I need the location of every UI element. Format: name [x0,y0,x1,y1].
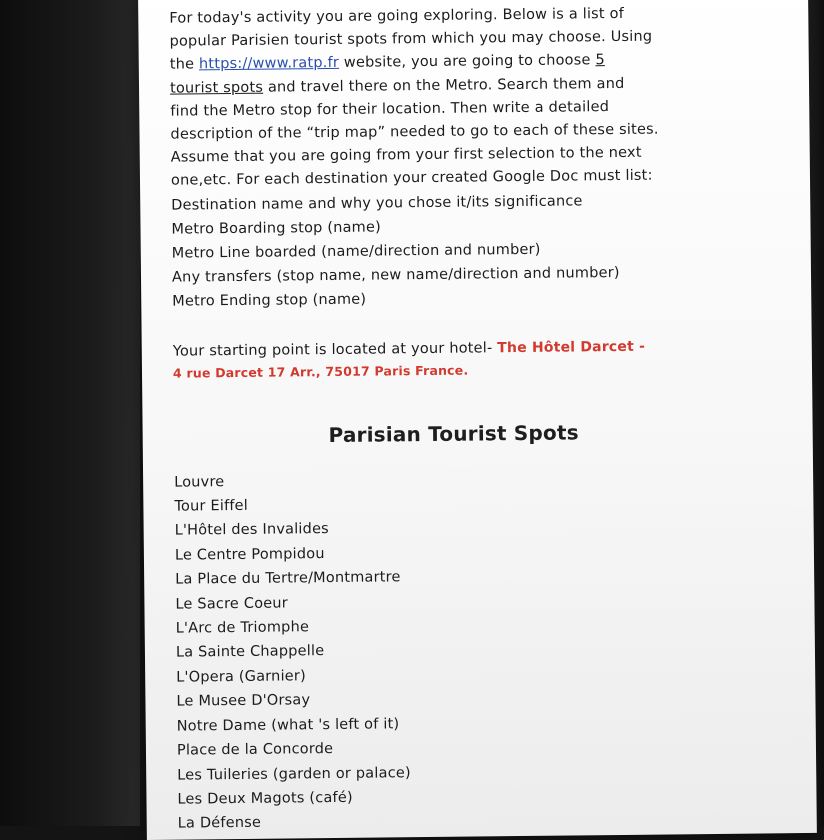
tourist-spot-item: Place de la Concorde [176,741,334,759]
requirements-list [171,187,792,313]
instructions-line: description of the “trip map” needed to go to each of these sites. [170,121,659,143]
tourist-spot-item: Les Deux Magots (café) [177,789,353,808]
requirement-item: Any transfers (stop name, new name/direction and number) [171,264,620,286]
tourist-spot-item: L'Arc de Triomphe [175,619,310,637]
starting-point-text: Your starting point is located at your hotel- [172,339,498,360]
text-fragment: the [169,56,200,74]
instructions-line: one,etc. For each destination your created Google Doc must list: [170,168,653,190]
requirement-item: Metro Ending stop (name) [172,291,367,310]
document-page [138,0,817,840]
tourist-spot-item: Le Musee D'Orsay [176,692,311,710]
tourist-spot-item: La Défense [177,815,262,832]
instructions-line: Assume that you are going from your first selection to the next [170,144,642,166]
text-fragment: and travel there on the Metro. Search them and [263,75,625,96]
tourist-spot-item: Notre Dame (what 's left of it) [176,715,400,735]
section-title: Parisian Tourist Spots [328,420,579,447]
text-fragment: website, you are going to choose [338,52,596,72]
instructions-paragraph [169,1,791,193]
instructions-line: For today's activity you are going exploring. Below is a list of [169,5,625,27]
tourist-spots-list [174,464,798,837]
hotel-name: The Hôtel Darcet - [497,338,646,356]
tourist-spot-item: Le Centre Pompidou [174,545,325,564]
device-bezel-left [0,0,140,826]
tourist-spot-item: Le Sacre Coeur [175,595,288,613]
tourist-spot-item: Les Tuileries (garden or palace) [177,764,411,784]
tourist-spot-item: L'Hôtel des Invalides [174,521,329,540]
requirement-item: Metro Line boarded (name/direction and number) [171,241,541,262]
tourist-spot-item: Louvre [174,473,225,491]
instructions-line: popular Parisien tourist spots from which you may choose. Using [169,28,653,50]
tourist-spot-item: L'Opera (Garnier) [176,668,306,686]
ratp-link[interactable]: https://www.ratp.fr [198,55,340,73]
tourist-spot-item: La Place du Tertre/Montmartre [175,569,401,588]
tourist-spot-item: Tour Eiffel [174,497,249,515]
requirement-item: Destination name and why you chose it/its significance [171,192,583,214]
underlined-phrase: tourist spots [169,79,264,97]
spot-count: 5 [595,52,605,69]
hotel-address: 4 rue Darcet 17 Arr., 75017 Paris France. [172,362,469,381]
document-content [169,1,798,836]
requirement-item: Metro Boarding stop (name) [171,219,382,238]
starting-point [173,334,793,384]
instructions-line: find the Metro stop for their location. Then write a detailed [170,98,610,120]
tourist-spot-item: La Sainte Chappelle [175,643,325,662]
